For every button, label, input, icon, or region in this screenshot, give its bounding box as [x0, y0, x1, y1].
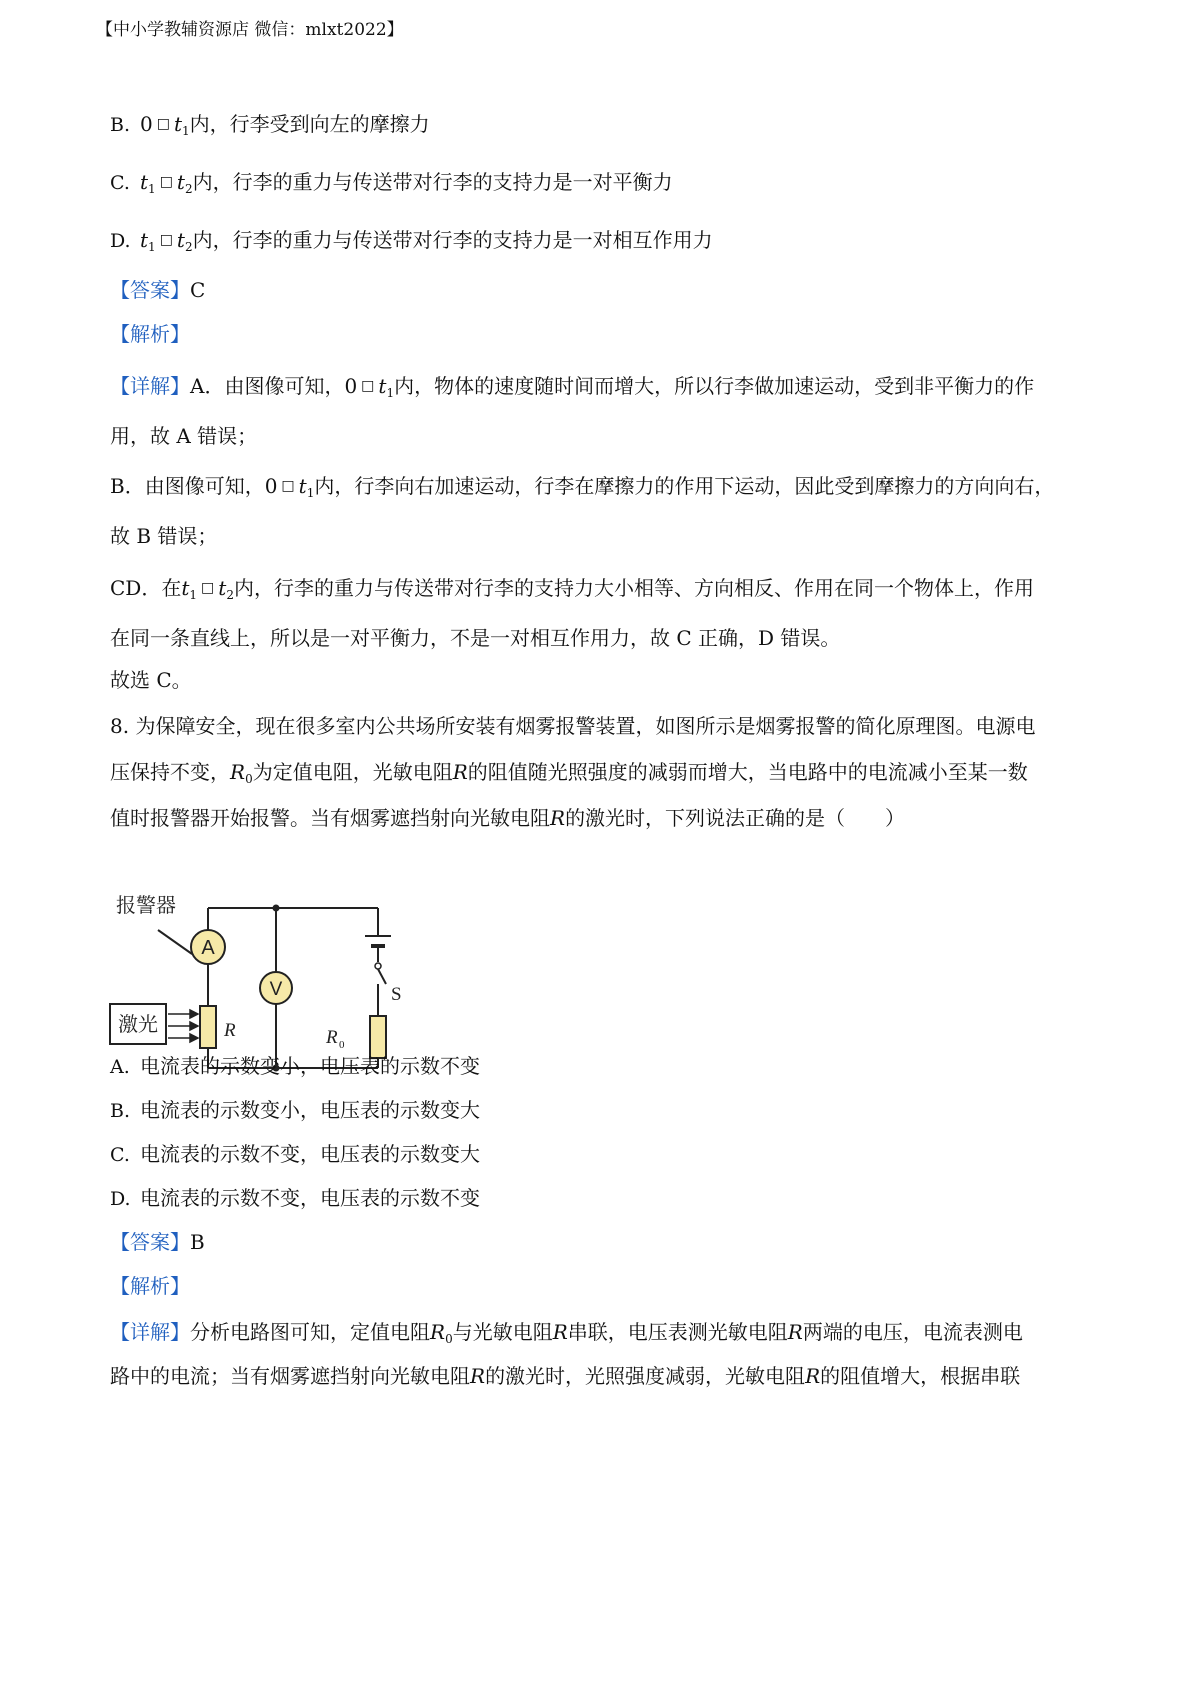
q8-option-d: D. 电流表的示数不变，电压表的示数不变: [110, 1186, 480, 1210]
r0-label: R: [326, 1027, 338, 1048]
q7-analysis-label: 【解析】: [110, 322, 190, 346]
q7-answer: 【答案】C: [110, 278, 206, 302]
laser-arrows: [168, 1010, 198, 1042]
q8-stem-line2: 压保持不变，$R_0$为定值电阻，光敏电阻R的阻值随光照强度的减弱而增大，当电路中的电流减小至某一数: [110, 760, 1028, 786]
r-label: R: [224, 1020, 236, 1041]
r0-subscript: 0: [339, 1039, 345, 1051]
source-header: 【中小学教辅资源店 微信：mlxt2022】: [96, 20, 404, 40]
q7-conclusion: 故选 C。: [110, 668, 192, 692]
q7-option-c: C. $t_1$ □ $t_2$内，行李的重力与传送带对行李的支持力是一对平衡力: [110, 170, 673, 196]
laser-label: 激光: [118, 1012, 158, 1036]
q8-stem-line1: 8. 为保障安全，现在很多室内公共场所安装有烟雾报警装置，如图所示是烟雾报警的简化原理图。电源电: [110, 714, 1036, 738]
switch-contact: [375, 963, 381, 969]
q7-detail-cd2: 在同一条直线上，所以是一对平衡力，不是一对相互作用力，故 C 正确，D 错误。: [110, 626, 841, 650]
q8-option-a: A. 电流表的示数变小，电压表的示数不变: [110, 1054, 480, 1078]
ammeter-label: A: [201, 937, 215, 959]
junction-top: [273, 905, 280, 912]
q7-detail-a1: 【详解】A．由图像可知，0 □ $t_1$内，物体的速度随时间而增大，所以行李做加速运动，受到非平衡力的作: [110, 374, 1035, 400]
q8-stem-line3: 值时报警器开始报警。当有烟雾遮挡射向光敏电阻R的激光时，下列说法正确的是（ ）: [110, 806, 906, 830]
q7-detail-a2: 用，故 A 错误；: [110, 424, 258, 448]
q8-detail-line1: 【详解】分析电路图可知，定值电阻$R_0$与光敏电阻R串联，电压表测光敏电阻R两端的电压，电流表测电: [110, 1320, 1023, 1346]
photoresistor: [200, 1006, 216, 1048]
q8-option-b: B. 电流表的示数变小，电压表的示数变大: [110, 1098, 480, 1122]
q8-option-c: C. 电流表的示数不变，电压表的示数变大: [110, 1142, 480, 1166]
q8-analysis-label: 【解析】: [110, 1274, 190, 1298]
q8-detail-line2: 路中的电流；当有烟雾遮挡射向光敏电阻R的激光时，光照强度减弱，光敏电阻R的阻值增大，根据串联: [110, 1364, 1021, 1388]
q7-option-d: D. $t_1$ □ $t_2$内，行李的重力与传送带对行李的支持力是一对相互作用力: [110, 228, 713, 254]
voltmeter-label: V: [269, 979, 283, 1000]
q7-detail-b1: B．由图像可知，0 □ $t_1$内，行李向右加速运动，行李在摩擦力的作用下运动，因此受到摩擦力的方向向右，: [110, 474, 1055, 500]
q7-detail-b2: 故 B 错误；: [110, 524, 218, 548]
switch-label: S: [391, 984, 402, 1005]
q7-detail-cd1: CD．在$t_1$ □ $t_2$内，行李的重力与传送带对行李的支持力大小相等、方向相反、作用在同一个物体上，作用: [110, 576, 1034, 602]
q7-option-b: B. 0 □ $t_1$内，行李受到向左的摩擦力: [110, 112, 430, 138]
q8-answer: 【答案】B: [110, 1230, 205, 1254]
switch-blade: [378, 969, 386, 984]
alarm-label: 报警器: [116, 893, 176, 917]
